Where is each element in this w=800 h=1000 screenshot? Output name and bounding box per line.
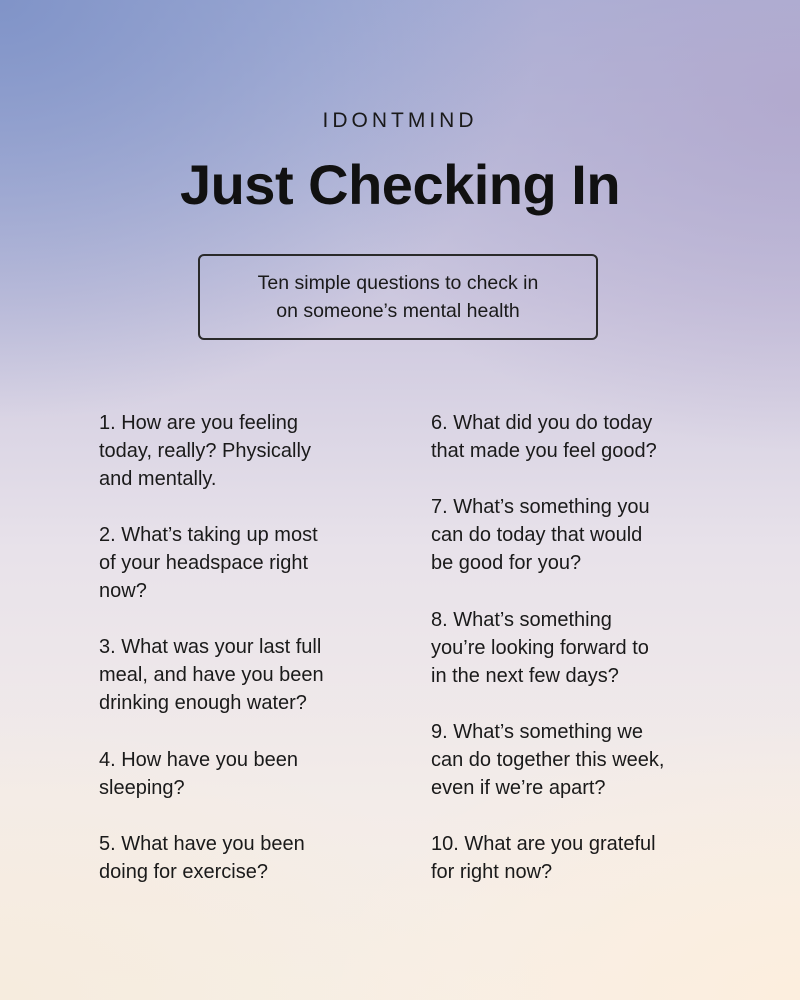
- question-line: can do together this week,: [431, 749, 665, 771]
- question-line: 9. What’s something we: [431, 721, 643, 743]
- question-line: drinking enough water?: [99, 692, 307, 714]
- question-line: 5. What have you been: [99, 833, 305, 855]
- question-1: [99, 409, 399, 493]
- question-line: even if we’re apart?: [431, 777, 606, 799]
- question-line: 4. How have you been: [99, 749, 299, 771]
- question-line: 3. What was your last full: [99, 636, 322, 658]
- question-line: of your headspace right: [99, 552, 309, 574]
- page-title: Just Checking In: [179, 153, 621, 216]
- question-6: [431, 409, 741, 465]
- question-line: sleeping?: [99, 777, 185, 799]
- question-line: now?: [99, 580, 147, 602]
- question-line: 8. What’s something: [431, 609, 612, 631]
- question-10: [431, 830, 741, 886]
- question-line: meal, and have you been: [99, 664, 324, 686]
- question-line: 6. What did you do today: [431, 412, 653, 434]
- question-line: doing for exercise?: [99, 861, 268, 883]
- question-line: be good for you?: [431, 552, 582, 574]
- question-line: 7. What’s something you: [431, 496, 650, 518]
- question-line: that made you feel good?: [431, 440, 657, 462]
- question-line: in the next few days?: [431, 665, 619, 687]
- subtitle-line-2: on someone’s mental health: [276, 300, 520, 322]
- question-7: [431, 493, 741, 577]
- question-4: [99, 746, 399, 802]
- question-8: [431, 606, 741, 690]
- question-line: 10. What are you grateful: [431, 833, 656, 855]
- question-9: [431, 718, 741, 802]
- question-line: today, really? Physically: [99, 440, 311, 462]
- question-3: [99, 633, 399, 717]
- subtitle-line-1: Ten simple questions to check in: [257, 272, 539, 294]
- question-line: 2. What’s taking up most: [99, 524, 318, 546]
- question-5: [99, 830, 399, 886]
- question-line: can do today that would: [431, 524, 643, 546]
- question-line: 1. How are you feeling: [99, 412, 299, 434]
- question-2: [99, 521, 399, 605]
- subtitle-box: [198, 254, 598, 340]
- question-line: and mentally.: [99, 468, 217, 490]
- question-line: for right now?: [431, 861, 553, 883]
- question-line: you’re looking forward to: [431, 637, 649, 659]
- brand-name: IDONTMIND: [322, 109, 478, 132]
